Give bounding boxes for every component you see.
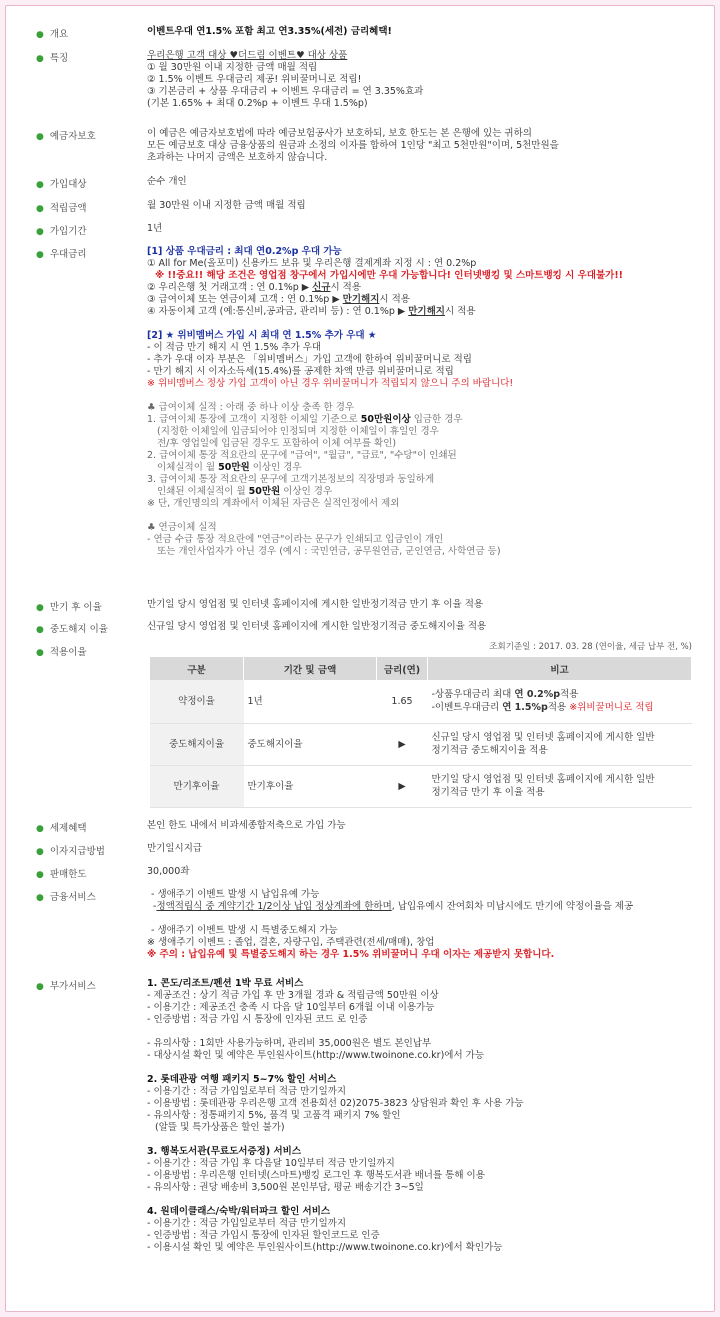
pension-line: - 연금 수급 통장 적요란에 "연금"이라는 문구가 인쇄되고 입금인이 개인	[147, 534, 444, 545]
extra-heading: 3. 행복도서관(무료도서증정) 서비스	[147, 1146, 301, 1157]
pref-line: - 추가 우대 이자 부분은 「위비멤버스」가입 고객에 한하여 위비꿀머니로 적립	[147, 354, 472, 365]
pref-line: ② 우리은행 첫 거래고객 : 연 0.1%p ▶ 신규시 적용	[147, 282, 362, 293]
label-applied-rate: ● 적용이율	[36, 647, 87, 658]
pref-heading-2: [2] ★ 위비멤버스 가입 시 최대 연 1.5% 추가 우대 ★	[147, 330, 377, 341]
protection-text	[147, 128, 695, 164]
bullet-icon: ●	[36, 603, 44, 613]
table-cell: 만기후이율	[150, 765, 244, 807]
extra-line: (알뜰 및 특가상품은 할인 불가)	[155, 1122, 285, 1133]
target-value: 순수 개인	[147, 176, 187, 187]
extra-heading: 2. 롯데관광 여행 패키지 5~7% 할인 서비스	[147, 1074, 337, 1085]
bullet-icon: ●	[36, 824, 44, 834]
fin-warning: ※ 주의 : 납입유예 및 특별중도해지 하는 경우 1.5% 위비꿀머니 우대 이자는 제공받지 못합니다.	[147, 949, 555, 960]
extra-line: - 이용시설 확인 및 예약은 투인원사이트(http://www.twoinone.co.kr)에서 확인가능	[147, 1242, 503, 1253]
pension-line: 또는 개인사업자가 아닌 경우 (예시 : 국민연금, 공무원연금, 군인연금, 사학연금 등)	[157, 546, 501, 557]
label-extra-services: ● 부가서비스	[36, 981, 96, 992]
salary-heading: ♣ 급여이체 실적 : 아래 중 하나 이상 충족 한 경우	[147, 402, 355, 413]
extra-line: - 이용기간 : 적금 가입일로부터 적금 만기일까지	[147, 1218, 347, 1229]
salary-line: 1. 급여이체 통장에 고객이 지정한 이체일 기준으로 50만원이상 입금한 경우	[147, 414, 463, 425]
table-row	[150, 680, 692, 723]
extra-services-body	[147, 978, 695, 1254]
pref-line: - 만기 해지 시 이자소득세(15.4%)를 공제한 차액 만큼 위비꿀머니로 적립	[147, 366, 454, 377]
label-amount: ● 적립금액	[36, 203, 87, 214]
extra-line: - 이용방법 : 롯데관광 우리은행 고객 전용회선 02)2075-3823 상담원과 확인 후 사용 가능	[147, 1098, 524, 1109]
extra-line: - 이용기간 : 제공조건 충족 시 다음 달 10일부터 6개월 이내 이용가능	[147, 1002, 435, 1013]
feature-line: (기본 1.65% + 최대 0.2%p + 이벤트 우대 1.5%p)	[147, 98, 368, 109]
extra-heading: 4. 원데이클래스/숙박/워터파크 할인 서비스	[147, 1206, 331, 1217]
extra-line: - 인증방법 : 적금 가입 시 통장에 인자된 코드 로 인증	[147, 1014, 368, 1025]
salary-line: 3. 급여이체 통장 적요란의 문구에 고객기본정보의 직장명과 동일하게	[147, 474, 435, 485]
extra-line: - 제공조건 : 상기 적금 가입 후 만 3개월 경과 & 적립금액 50만원 이상	[147, 990, 439, 1001]
bullet-icon: ●	[36, 180, 44, 190]
extra-line: - 이용기간 : 적금 가입일로부터 적금 만기일까지	[147, 1086, 347, 1097]
label-overview: ● 개요	[36, 29, 69, 40]
bullet-icon: ●	[36, 893, 44, 903]
label-early-termination: ● 중도해지 이율	[36, 624, 108, 635]
table-cell: 만기일 당시 영업점 및 인터넷 홈페이지에 게시한 일반 정기적금 만기 후 이율 적용	[428, 765, 692, 807]
bullet-icon: ●	[36, 54, 44, 64]
label-protection: ● 예금자보호	[36, 131, 96, 142]
table-header: 기간 및 금액	[244, 657, 377, 680]
table-header: 금리(연)	[377, 657, 428, 680]
salary-line: 전/후 영업일에 입금된 경우도 포함하여 이체 여부를 확인)	[157, 438, 397, 449]
salary-line: 이체실적이 월 50만원 이상인 경우	[157, 462, 302, 473]
pref-line: ③ 급여이체 또는 연금이체 고객 : 연 0.1%p ▶ 만기해지시 적용	[147, 294, 410, 305]
table-cell: 약정이율	[150, 680, 244, 723]
table-header: 구분	[150, 657, 244, 680]
table-cell: ▶	[377, 765, 428, 807]
extra-line: - 인증방법 : 적금 가입시 통장에 인자된 할인코드로 인증	[147, 1230, 380, 1241]
feature-line: ① 월 30만원 이내 지정한 금액 매월 적립	[147, 62, 318, 73]
features-list	[147, 50, 695, 110]
bullet-icon: ●	[36, 982, 44, 992]
pension-heading: ♣ 연금이체 실적	[147, 522, 217, 533]
preferential-rate-body	[147, 246, 695, 558]
pref-heading-1: [1] 상품 우대금리 : 최대 연0.2%p 우대 가능	[147, 246, 342, 257]
extra-line: - 이용기간 : 적금 가입 후 다음달 10일부터 적금 만기일까지	[147, 1158, 395, 1169]
salary-line: 인쇄된 이체실적이 월 50만원 이상인 경우	[157, 486, 333, 497]
salary-line: 2. 급여이체 통장 적요란의 문구에 "급여", "월급", "급료", "수당"이 인쇄된	[147, 450, 457, 461]
protection-line: 이 예금은 예금자보호법에 따라 예금보험공사가 보호하되, 보호 한도는 본 은행에 있는 귀하의	[147, 128, 532, 139]
label-financial-services: ● 금융서비스	[36, 892, 96, 903]
table-row	[150, 723, 692, 765]
product-detail-panel	[5, 5, 715, 1312]
fin-line: ※ 생애주기 이벤트 : 졸업, 결혼, 자량구입, 주택관련(전세/매매), 창업	[147, 937, 435, 948]
after-maturity-value: 만기일 당시 영업점 및 인터넷 홈페이지에 게시한 일반정기적금 만기 후 이율 적용	[147, 599, 484, 610]
pref-line: ① All for Me(올포미) 신용카드 보유 및 우리은행 결제계좌 지정 시 : 연 0.2%p	[147, 258, 477, 269]
fin-line: - 생애주기 이벤트 발생 시 납입유예 가능	[151, 889, 320, 900]
table-cell: -상품우대금리 최대 연 0.2%p적용 -이벤트우대금리 연 1.5%p적용 ※위비꿀머니로 적립	[428, 680, 692, 723]
feature-line: ③ 기본금리 + 상품 우대금리 + 이벤트 우대금리 = 연 3.35%효과	[147, 86, 424, 97]
table-cell: 중도해지이율	[244, 723, 377, 765]
rate-table	[149, 657, 692, 808]
label-after-maturity: ● 만기 후 이율	[36, 602, 102, 613]
protection-line: 초과하는 나머지 금액은 보호하지 않습니다.	[147, 152, 328, 163]
label-target: ● 가입대상	[36, 179, 87, 190]
table-cell: ▶	[377, 723, 428, 765]
table-header: 비고	[428, 657, 692, 680]
label-features: ● 특징	[36, 53, 69, 64]
label-period: ● 가입기간	[36, 226, 87, 237]
pref-line: ④ 자동이체 고객 (예:통신비,공과금, 관리비 등) : 연 0.1%p ▶ 만기해지시 적용	[147, 306, 476, 317]
extra-line: - 대상시설 확인 및 예약은 투인원사이트(http://www.twoinone.co.kr)에서 가능	[147, 1050, 485, 1061]
table-row	[150, 765, 692, 807]
table-cell: 1.65	[377, 680, 428, 723]
bullet-icon: ●	[36, 847, 44, 857]
fin-line: -정액적립식 중 계약기간 1/2이상 납입 정상계좌에 한하며, 납입유예시 잔여회차 미납시에도 만기에 약정이율을 제공	[153, 901, 634, 912]
label-sales-limit: ● 판매한도	[36, 869, 87, 880]
interest-value: 만기일시지급	[147, 843, 203, 854]
pref-warning: ※ !!중요!! 해당 조건은 영업점 창구에서 가입시에만 우대 가능합니다! 인터넷뱅킹 및 스마트뱅킹 시 우대불가!!	[155, 270, 623, 281]
salary-line: (지정한 이체일에 입금되어야 인정되며 지정한 이체일이 휴일인 경우	[157, 426, 439, 437]
bullet-icon: ●	[36, 132, 44, 142]
overview-text: 이벤트우대 연1.5% 포함 최고 연3.35%(세전) 금리혜택!	[147, 26, 392, 37]
sales-limit-value: 30,000좌	[147, 866, 190, 877]
early-termination-value: 신규일 당시 영업점 및 인터넷 홈페이지에 게시한 일반정기적금 중도해지이율 적용	[147, 621, 487, 632]
financial-services-body	[147, 889, 695, 961]
salary-line: ※ 단, 개인명의의 계좌에서 이체된 자금은 실적인정에서 제외	[147, 498, 400, 509]
table-cell: 만기후이율	[244, 765, 377, 807]
tax-value: 본인 한도 내에서 비과세종합저축으로 가입 가능	[147, 820, 346, 831]
bullet-icon: ●	[36, 648, 44, 658]
bullet-icon: ●	[36, 625, 44, 635]
label-preferential-rate: ● 우대금리	[36, 249, 87, 260]
protection-line: 모든 예금보호 대상 금융상품의 원금과 소정의 이자를 합하여 1인당 "최고 5천만원"이며, 5천만원을	[147, 140, 559, 151]
extra-heading: 1. 콘도/리조트/펜션 1박 무료 서비스	[147, 978, 304, 989]
bullet-icon: ●	[36, 227, 44, 237]
table-cell: 신규일 당시 영업점 및 인터넷 홈페이지에 게시한 일반 정기적금 중도해지이율 적용	[428, 723, 692, 765]
extra-line: - 유의사항 : 권당 배송비 3,500원 본인부담, 평균 배송기간 3~5일	[147, 1182, 424, 1193]
bullet-icon: ●	[36, 870, 44, 880]
label-interest-payment: ● 이자지급방법	[36, 846, 105, 857]
extra-line: - 유의사항 : 정통패키지 5%, 품격 및 고품격 패키지 7% 할인	[147, 1110, 401, 1121]
table-cell: 중도해지이율	[150, 723, 244, 765]
amount-value: 월 30만원 이내 지정한 금액 매월 적립	[147, 200, 306, 211]
extra-line: - 이용방법 : 우리은행 인터넷(스마트)뱅킹 로그인 후 행복도서관 배너를 통해 이용	[147, 1170, 485, 1181]
rate-reference-date: 조회기준일 : 2017. 03. 28 (연이율, 세금 납부 전, %)	[489, 642, 692, 652]
feature-line: ② 1.5% 이벤트 우대금리 제공! 위비꿀머니로 적립!	[147, 74, 362, 85]
bullet-icon: ●	[36, 204, 44, 214]
feature-line: 우리은행 고객 대상 ♥더드림 이벤트♥ 대상 상품	[147, 50, 348, 61]
bullet-icon: ●	[36, 250, 44, 260]
fin-line: - 생애주기 이벤트 발생 시 특별중도해지 가능	[151, 925, 338, 936]
extra-line: - 유의사항 : 1회만 사용가능하며, 관리비 35,000원은 별도 본인납부	[147, 1038, 432, 1049]
pref-warning: ※ 위비멤버스 정상 가입 고객이 아닌 경우 위비꿀머니가 적립되지 않으니 주의 바랍니다!	[147, 378, 514, 389]
label-tax: ● 세제혜택	[36, 823, 87, 834]
bullet-icon: ●	[36, 30, 44, 40]
period-value: 1년	[147, 223, 163, 234]
pref-line: - 이 적금 만기 해지 시 연 1.5% 추가 우대	[147, 342, 322, 353]
table-cell: 1년	[244, 680, 377, 723]
rate-table-header	[150, 657, 692, 680]
